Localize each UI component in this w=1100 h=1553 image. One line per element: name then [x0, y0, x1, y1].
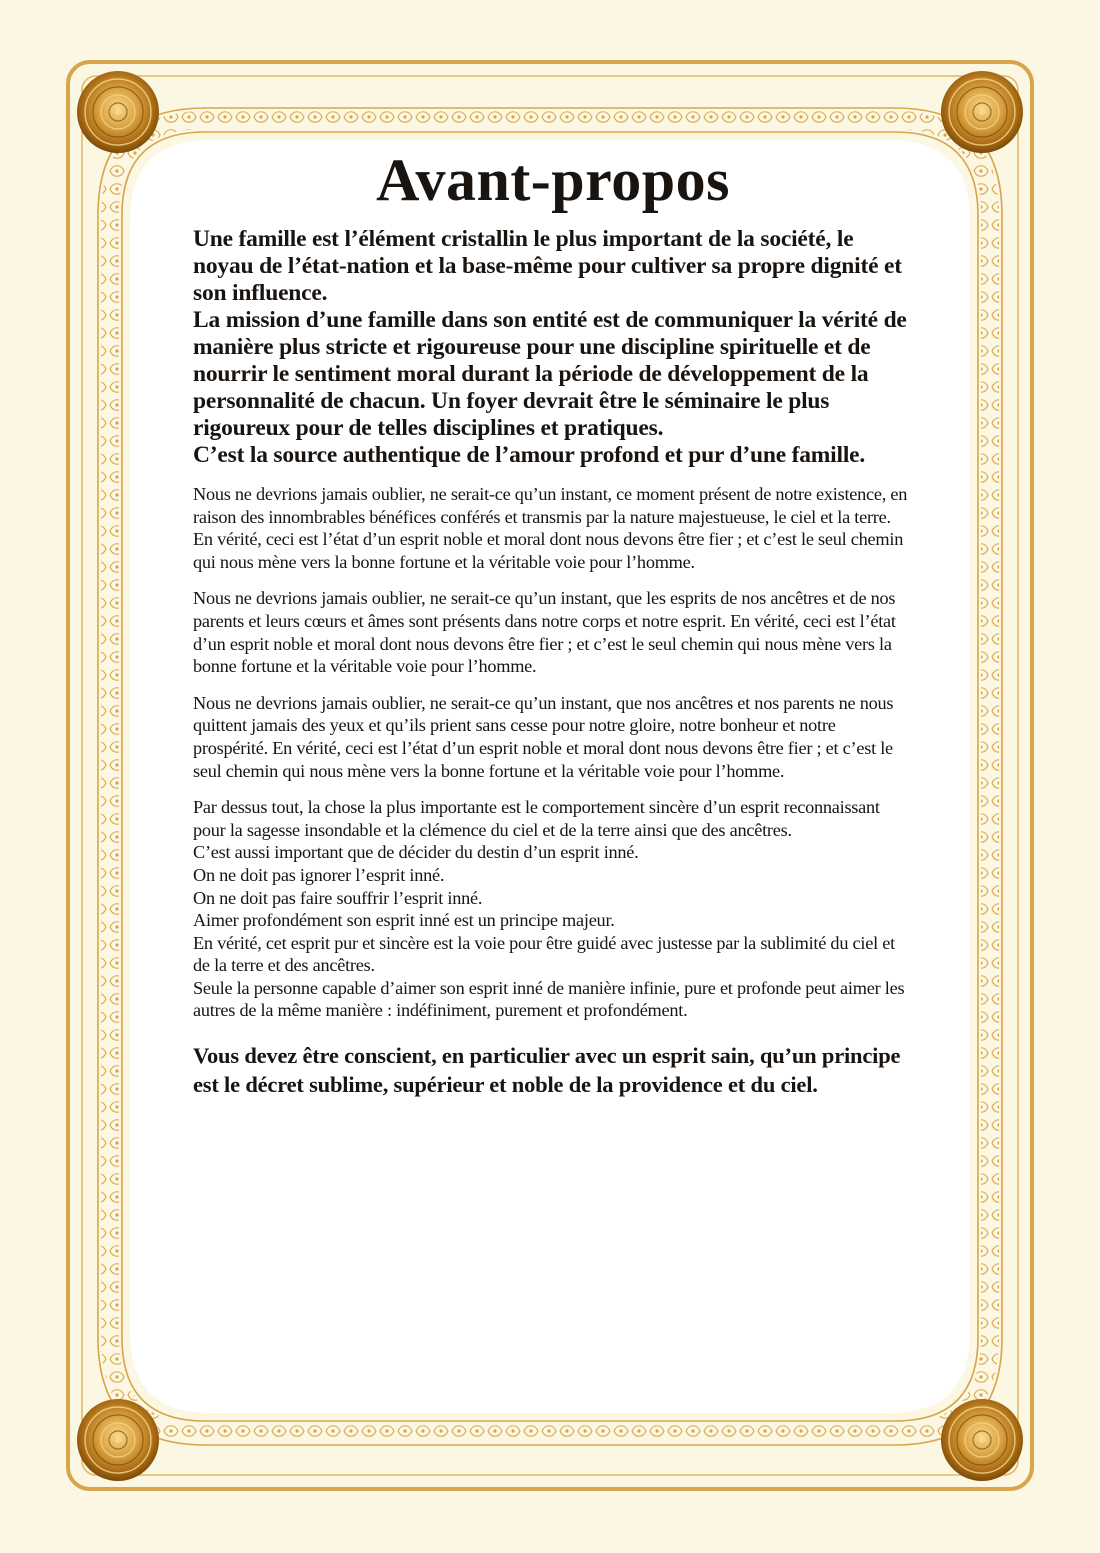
body-paragraph: Nous ne devrions jamais oublier, ne serait-ce qu’un instant, ce moment présent de notre existence, en raison des innombrables bénéfices conférés et transmis par la nature majestueuse, le ciel et la terre. En vérité, ceci est l’état d’un esprit noble et moral dont nous devons être fier ; et c’est le seul chemin qui nous mène vers la bonne fortune et la véritable voie pour l’homme.	[193, 484, 908, 572]
final-paragraph	[193, 796, 913, 1022]
final-line: On ne doit pas ignorer l’esprit inné.	[193, 864, 445, 885]
intro-paragraph: Une famille est l’élément cristallin le plus important de la société, le noyau de l’état-nation et la base-même pour cultiver sa propre dignité et son influence.	[193, 226, 902, 306]
body-paragraph: Nous ne devrions jamais oublier, ne serait-ce qu’un instant, que nos ancêtres et nos parents ne nous quittent jamais des yeux et qu’ils prient sans cesse pour notre gloire, notre bonheur et notre prospérité. En vérité, ceci est l’état d’un esprit noble et moral dont nous devons être fier ; et c’est le seul chemin qui nous mène vers la bonne fortune et la véritable voie pour l’homme.	[193, 692, 894, 781]
body-section	[193, 483, 913, 1022]
page-title: Avant-propos	[376, 147, 730, 213]
corner-medallion-icon	[77, 1399, 159, 1481]
final-line: En vérité, cet esprit pur et sincère est la voie pour être guidé avec justesse par la sublimité du ciel et de la terre et des ancêtres.	[193, 932, 895, 976]
corner-medallion-icon	[77, 71, 159, 153]
body-paragraph: Nous ne devrions jamais oublier, ne serait-ce qu’un instant, que les esprits de nos ancêtres et de nos parents et leurs cœurs et âmes sont présents dans notre corps et notre esprit. En vérité, ceci est l’état d’un esprit noble et moral dont nous devons être fier ; et c’est le seul chemin qui nous mène vers la bonne fortune et la véritable voie pour l’homme.	[193, 588, 896, 677]
intro-paragraph: La mission d’une famille dans son entité est de communiquer la vérité de manière plus stricte et rigoureuse pour une discipline spirituelle et de nourrir le sentiment moral durant la période de développement de la personnalité de chacun. Un foyer devrait être le séminaire le plus rigoureux pour de telles disciplines et pratiques.	[193, 307, 907, 441]
final-line: On ne doit pas faire souffrir l’esprit inné.	[193, 887, 483, 908]
closing-paragraph: Vous devez être conscient, en particulier avec un esprit sain, qu’un principe est le décret sublime, supérieur et noble de la providence et du ciel.	[193, 1043, 901, 1097]
intro-section	[193, 226, 913, 469]
final-line: C’est aussi important que de décider du destin d’un esprit inné.	[193, 842, 639, 863]
final-line: Par dessus tout, la chose la plus importante est le comportement sincère d’un esprit reconnaissant pour la sagesse insondable et la clémence du ciel et de la terre ainsi que des ancêtres.	[193, 797, 880, 840]
final-line: Seule la personne capable d’aimer son esprit inné de manière infinie, pure et profonde peut aimer les autres de la même manière : indéfiniment, purement et profondément.	[193, 977, 905, 1021]
corner-medallion-icon	[941, 71, 1023, 153]
document-content	[193, 140, 913, 1400]
final-line: Aimer profondément son esprit inné est un principe majeur.	[193, 910, 615, 931]
corner-medallion-icon	[941, 1399, 1023, 1481]
intro-paragraph: C’est la source authentique de l’amour profond et pur d’une famille.	[193, 442, 866, 468]
closing-section	[193, 1042, 913, 1099]
